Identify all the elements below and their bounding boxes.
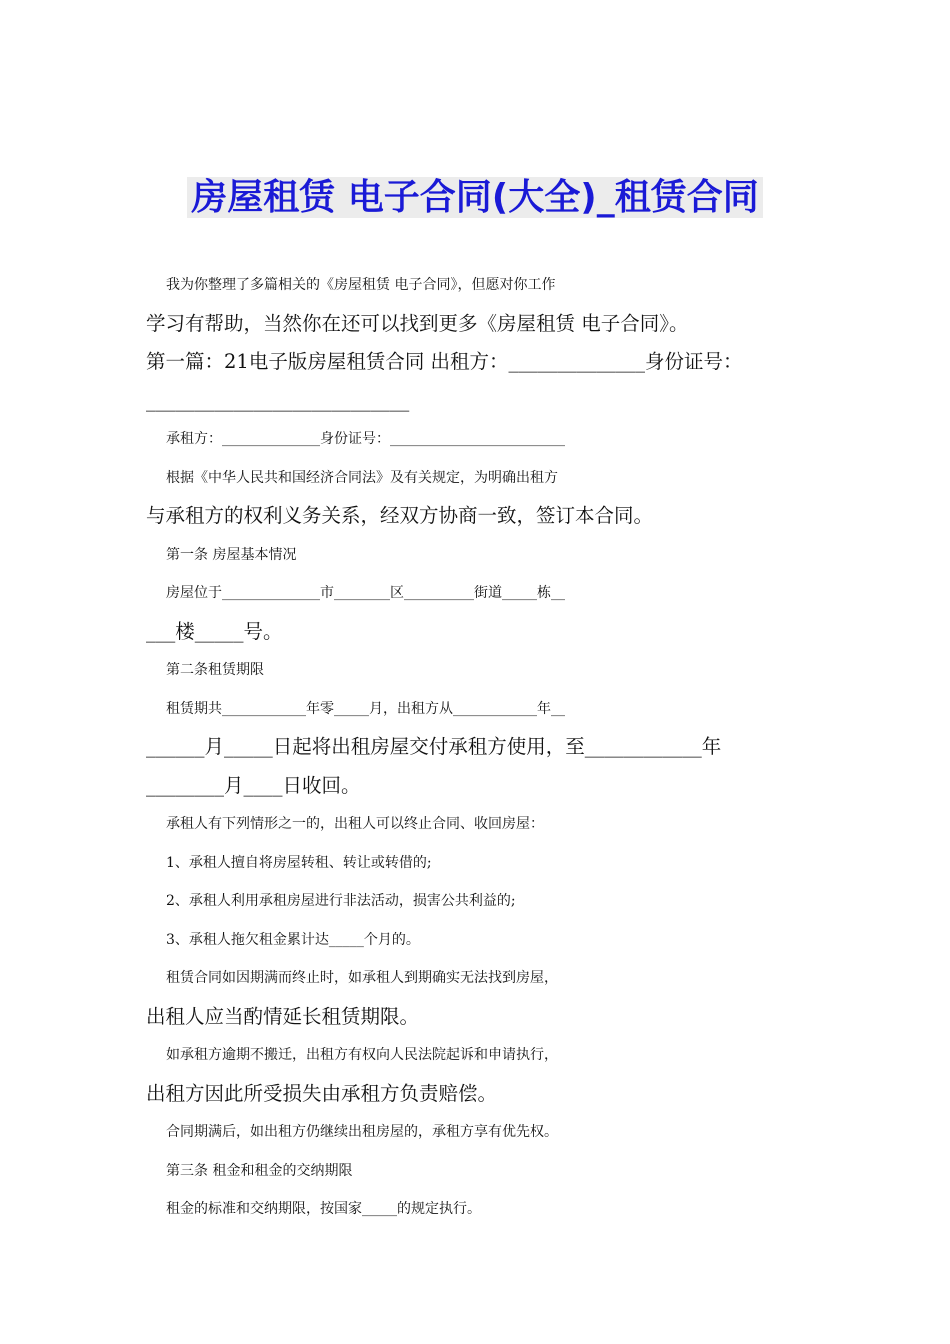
paragraph-line: ______月_____日起将出租房屋交付承租方使用，至____________年 <box>146 735 722 758</box>
paragraph-line: ___楼_____号。 <box>146 619 283 643</box>
paragraph-line: 第一篇：21电子版房屋租赁合同 出租方：______________身份证号： <box>146 350 743 373</box>
document-title <box>0 172 950 224</box>
paragraph-line: 与承租方的权利义务关系，经双方协商一致，签订本合同。 <box>146 504 654 527</box>
paragraph-line: 第三条 租金和租金的交纳期限 <box>166 1162 353 1179</box>
paragraph-line: 出租人应当酌情延长租赁期限。 <box>146 1004 420 1028</box>
paragraph-line: 2、承租人利用承租房屋进行非法活动，损害公共利益的; <box>166 893 516 909</box>
paragraph-line: 我为你整理了多篇相关的《房屋租赁 电子合同》，但愿对你工作 <box>166 277 556 293</box>
paragraph-line: ___________________________ <box>146 388 410 412</box>
paragraph-line: 租金的标准和交纳期限，按国家_____的规定执行。 <box>166 1201 481 1217</box>
document-title-text: 房屋租赁 电子合同(大全)_租赁合同 <box>187 177 762 218</box>
paragraph-line: 合同期满后，如出租方仍继续出租房屋的，承租方享有优先权。 <box>166 1124 558 1140</box>
document-body <box>146 266 814 1229</box>
paragraph-line: 第二条租赁期限 <box>166 662 264 678</box>
paragraph-line: 租赁期共____________年零_____月，出租方从____________年__ <box>166 700 565 717</box>
paragraph-line: ________月____日收回。 <box>146 773 361 797</box>
paragraph-line: 房屋位于______________市________区__________街道_____栋__ <box>166 585 565 601</box>
paragraph-line: 租赁合同如因期满而终止时，如承租人到期确实无法找到房屋， <box>166 970 558 986</box>
paragraph-line: 如承租方逾期不搬迁，出租方有权向人民法院起诉和申请执行， <box>166 1047 558 1063</box>
paragraph-line: 根据《中华人民共和国经济合同法》及有关规定，为明确出租方 <box>166 469 558 486</box>
paragraph-line: 承租人有下列情形之一的，出租人可以终止合同、收回房屋： <box>166 816 544 832</box>
paragraph-line: 学习有帮助，当然你在还可以找到更多《房屋租赁 电子合同》。 <box>146 311 689 335</box>
paragraph-line: 出租方因此所受损失由承租方负责赔偿。 <box>146 1081 498 1105</box>
paragraph-line: 承租方：______________身份证号：_________________________ <box>166 431 565 447</box>
paragraph-line: 1、承租人擅自将房屋转租、转让或转借的; <box>166 854 432 871</box>
paragraph-line: 第一条 房屋基本情况 <box>166 546 297 563</box>
paragraph-line: 3、承租人拖欠租金累计达_____个月的。 <box>166 931 420 948</box>
